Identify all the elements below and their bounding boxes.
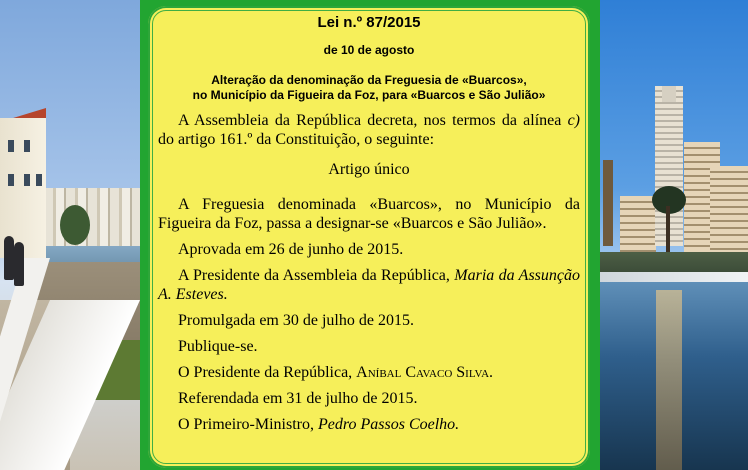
assembly-president-name: Maria da Assunção A. Esteves. xyxy=(158,267,581,303)
person xyxy=(14,242,24,286)
decree-intro-a: A Assembleia da República decreta, nos termos da alínea xyxy=(178,112,568,129)
decree-intro-b: do artigo 161.º da Constituição, o seguinte: xyxy=(158,131,435,148)
law-date: de 10 de agosto xyxy=(323,43,415,57)
prime-minister-name: Pedro Passos Coelho. xyxy=(318,416,460,433)
republic-president-suffix: . xyxy=(489,364,494,381)
building xyxy=(620,196,656,254)
town-buildings xyxy=(44,188,140,246)
left-photo-buarcos xyxy=(0,0,140,470)
prime-minister xyxy=(158,415,580,434)
law-title: Lei n.º 87/2015 xyxy=(317,14,421,31)
window xyxy=(36,174,42,186)
window xyxy=(24,140,30,152)
tree xyxy=(60,205,90,245)
window xyxy=(8,140,14,152)
tower-top xyxy=(662,86,676,102)
promenade xyxy=(600,252,748,274)
prime-minister-prefix: O Primeiro-Ministro, xyxy=(178,416,318,433)
article-heading: Artigo único xyxy=(328,161,410,178)
republic-president xyxy=(158,363,580,382)
referendum-date: Referendada em 31 de julho de 2015. xyxy=(178,390,418,407)
clock-tower xyxy=(603,160,613,246)
decree-content xyxy=(158,12,580,434)
assembly-president xyxy=(158,266,580,304)
publish-line: Publique-se. xyxy=(178,338,258,355)
decree-frame xyxy=(140,0,600,470)
decree-panel xyxy=(148,6,590,468)
palm-trunk xyxy=(666,206,670,256)
law-subject-line1: Alteração da denominação da Freguesia de «Buarcos», xyxy=(211,73,527,87)
assembly-president-prefix: A Presidente da Assembleia da República, xyxy=(178,267,455,284)
law-subject-line2: no Município da Figueira da Foz, para «Buarcos e São Julião» xyxy=(192,88,546,102)
window xyxy=(24,174,30,186)
decree-intro-em: c) xyxy=(567,112,580,129)
article-text: A Freguesia denominada «Buarcos», no Município da Figueira da Foz, passa a designar-se «Buarcos e São Julião». xyxy=(158,196,580,232)
law-subject xyxy=(158,73,580,103)
republic-president-prefix: O Presidente da República, xyxy=(178,364,357,381)
right-photo-waterfront xyxy=(600,0,748,470)
decree-intro xyxy=(158,111,580,149)
republic-president-name: Aníbal Cavaco Silva xyxy=(356,364,490,381)
approval-date: Aprovada em 26 de junho de 2015. xyxy=(178,241,404,258)
promulgation-date: Promulgada em 30 de julho de 2015. xyxy=(178,312,414,329)
person xyxy=(4,236,14,280)
window xyxy=(8,174,14,186)
building xyxy=(710,166,748,256)
tower-reflection xyxy=(656,290,682,470)
